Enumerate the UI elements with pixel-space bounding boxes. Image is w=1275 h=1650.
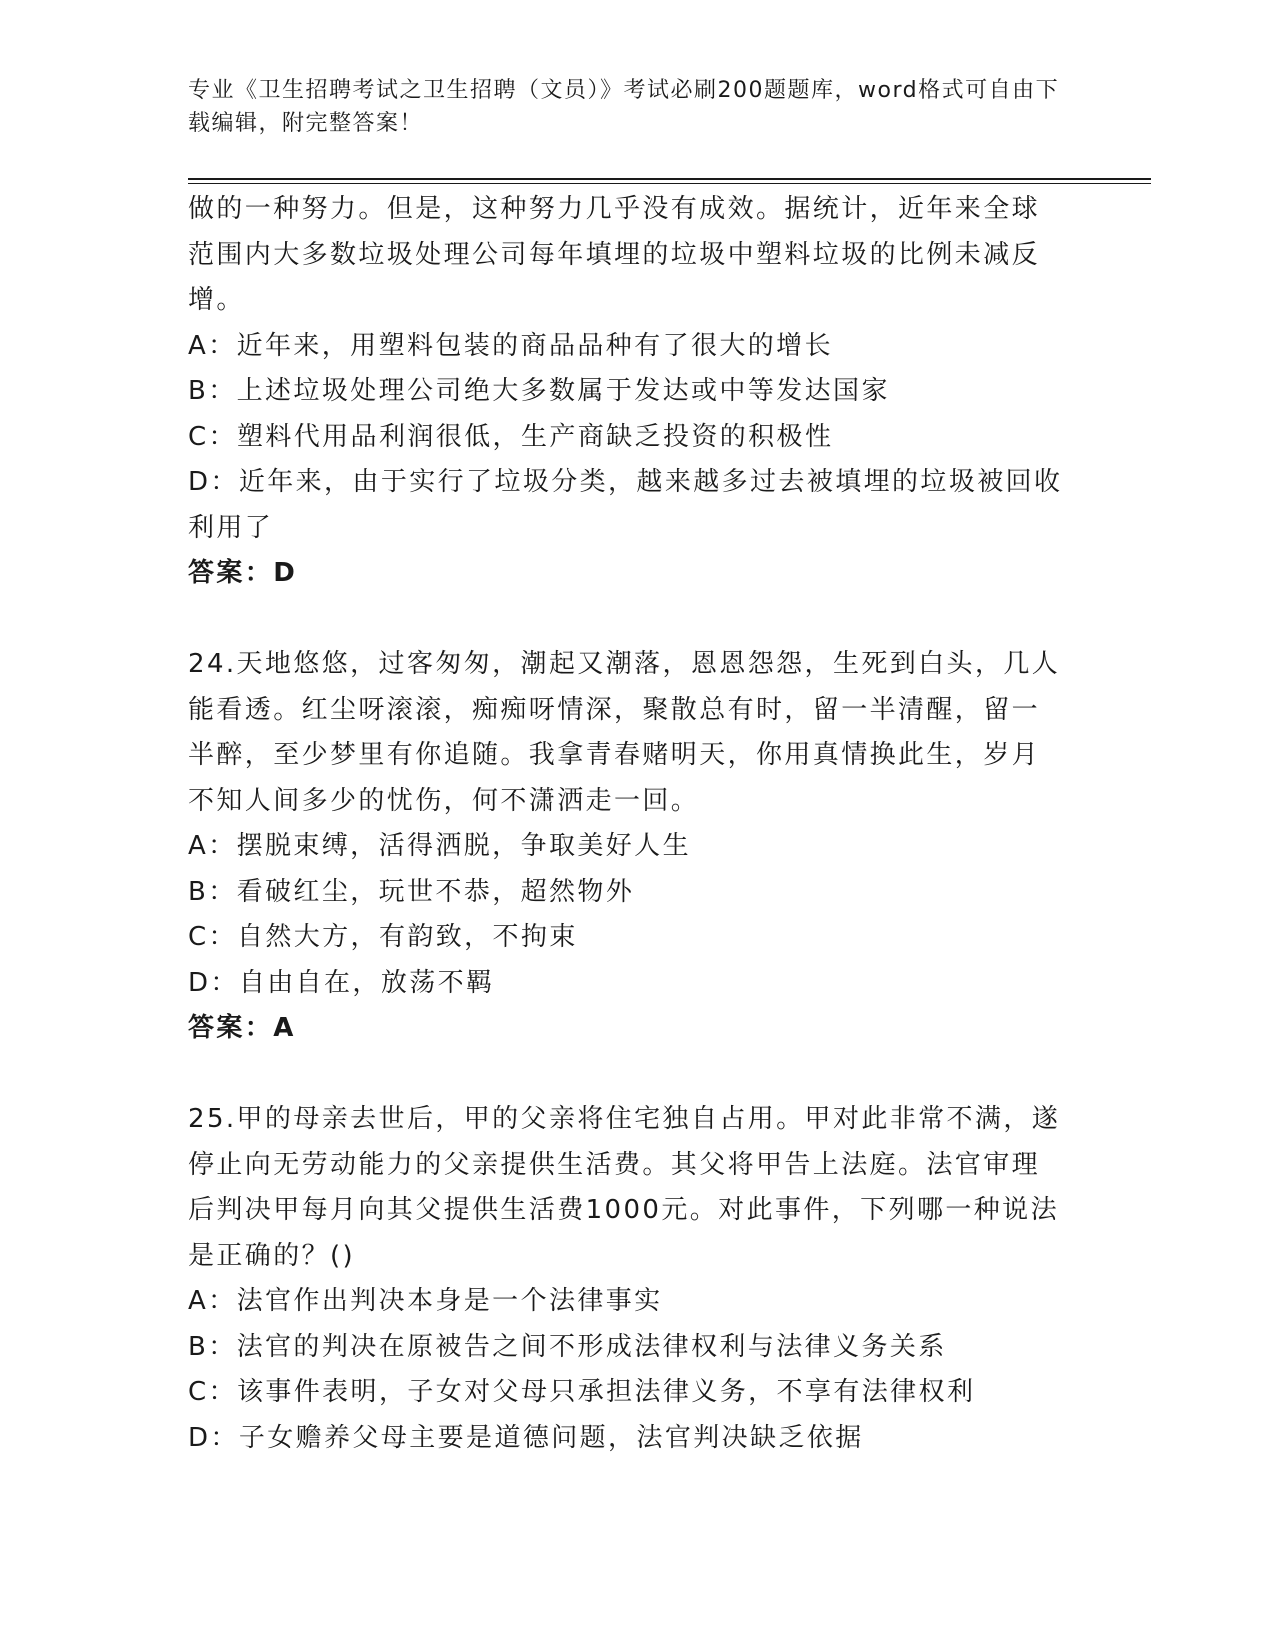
option-c: C：自然大方，有韵致，不拘束 xyxy=(188,922,578,952)
option-d: D：子女赡养父母主要是道德问题，法官判决缺乏依据 xyxy=(188,1422,864,1453)
option-b: B：法官的判决在原被告之间不形成法律权利与法律义务关系 xyxy=(188,1331,947,1362)
option-a: A：摆脱束缚，活得洒脱，争取美好人生 xyxy=(188,831,691,861)
option-d: D：自由自在，放荡不羁 xyxy=(188,967,495,998)
option-d: D：近年来，由于实行了垃圾分类，越来越多过去被填埋的垃圾被回收利用了 xyxy=(188,467,1063,543)
option-a: A：法官作出判决本身是一个法律事实 xyxy=(188,1286,663,1316)
spacer xyxy=(188,597,1068,643)
option-c: C：该事件表明，子女对父母只承担法律义务，不享有法律权利 xyxy=(188,1377,976,1407)
spacer xyxy=(188,1052,1068,1098)
answer: 答案：A xyxy=(188,1013,296,1043)
option-b: B：看破红尘，玩世不恭，超然物外 xyxy=(188,876,635,907)
header-divider-thick xyxy=(188,178,1151,180)
question-23 xyxy=(188,187,1068,597)
option-a: A：近年来，用塑料包装的商品品种有了很大的增长 xyxy=(188,330,833,361)
option-c: C：塑料代用品利润很低，生产商缺乏投资的积极性 xyxy=(188,421,834,452)
question-stem: 25.甲的母亲去世后，甲的父亲将住宅独自占用。甲对此非常不满，遂停止向无劳动能力的父亲提供生活费。其父将甲告上法庭。法官审理后判决甲每月向其父提供生活费1000元。对此事件，下列哪一种说法是正确的？() xyxy=(188,1104,1061,1271)
document-body xyxy=(188,187,1068,1461)
question-25 xyxy=(188,1097,1068,1461)
question-24 xyxy=(188,642,1068,1052)
answer: 答案：D xyxy=(188,558,298,588)
header-divider-thin xyxy=(188,183,1151,184)
question-stem: 做的一种努力。但是，这种努力几乎没有成效。据统计，近年来全球范围内大多数垃圾处理公司每年填埋的垃圾中塑料垃圾的比例未减反增。 xyxy=(188,194,1041,315)
question-stem: 24.天地悠悠，过客匆匆，潮起又潮落，恩恩怨怨，生死到白头，几人能看透。红尘呀滚滚，痴痴呀情深，聚散总有时，留一半清醒，留一半醉，至少梦里有你追随。我拿青春赌明天，你用真情换此生，岁月不知人间多少的忧伤，何不潇洒走一回。 xyxy=(188,649,1061,816)
option-b: B：上述垃圾处理公司绝大多数属于发达或中等发达国家 xyxy=(188,376,890,406)
document-header: 专业《卫生招聘考试之卫生招聘（文员）》考试必刷200题题库，word格式可自由下载编辑，附完整答案！ xyxy=(188,78,1060,136)
